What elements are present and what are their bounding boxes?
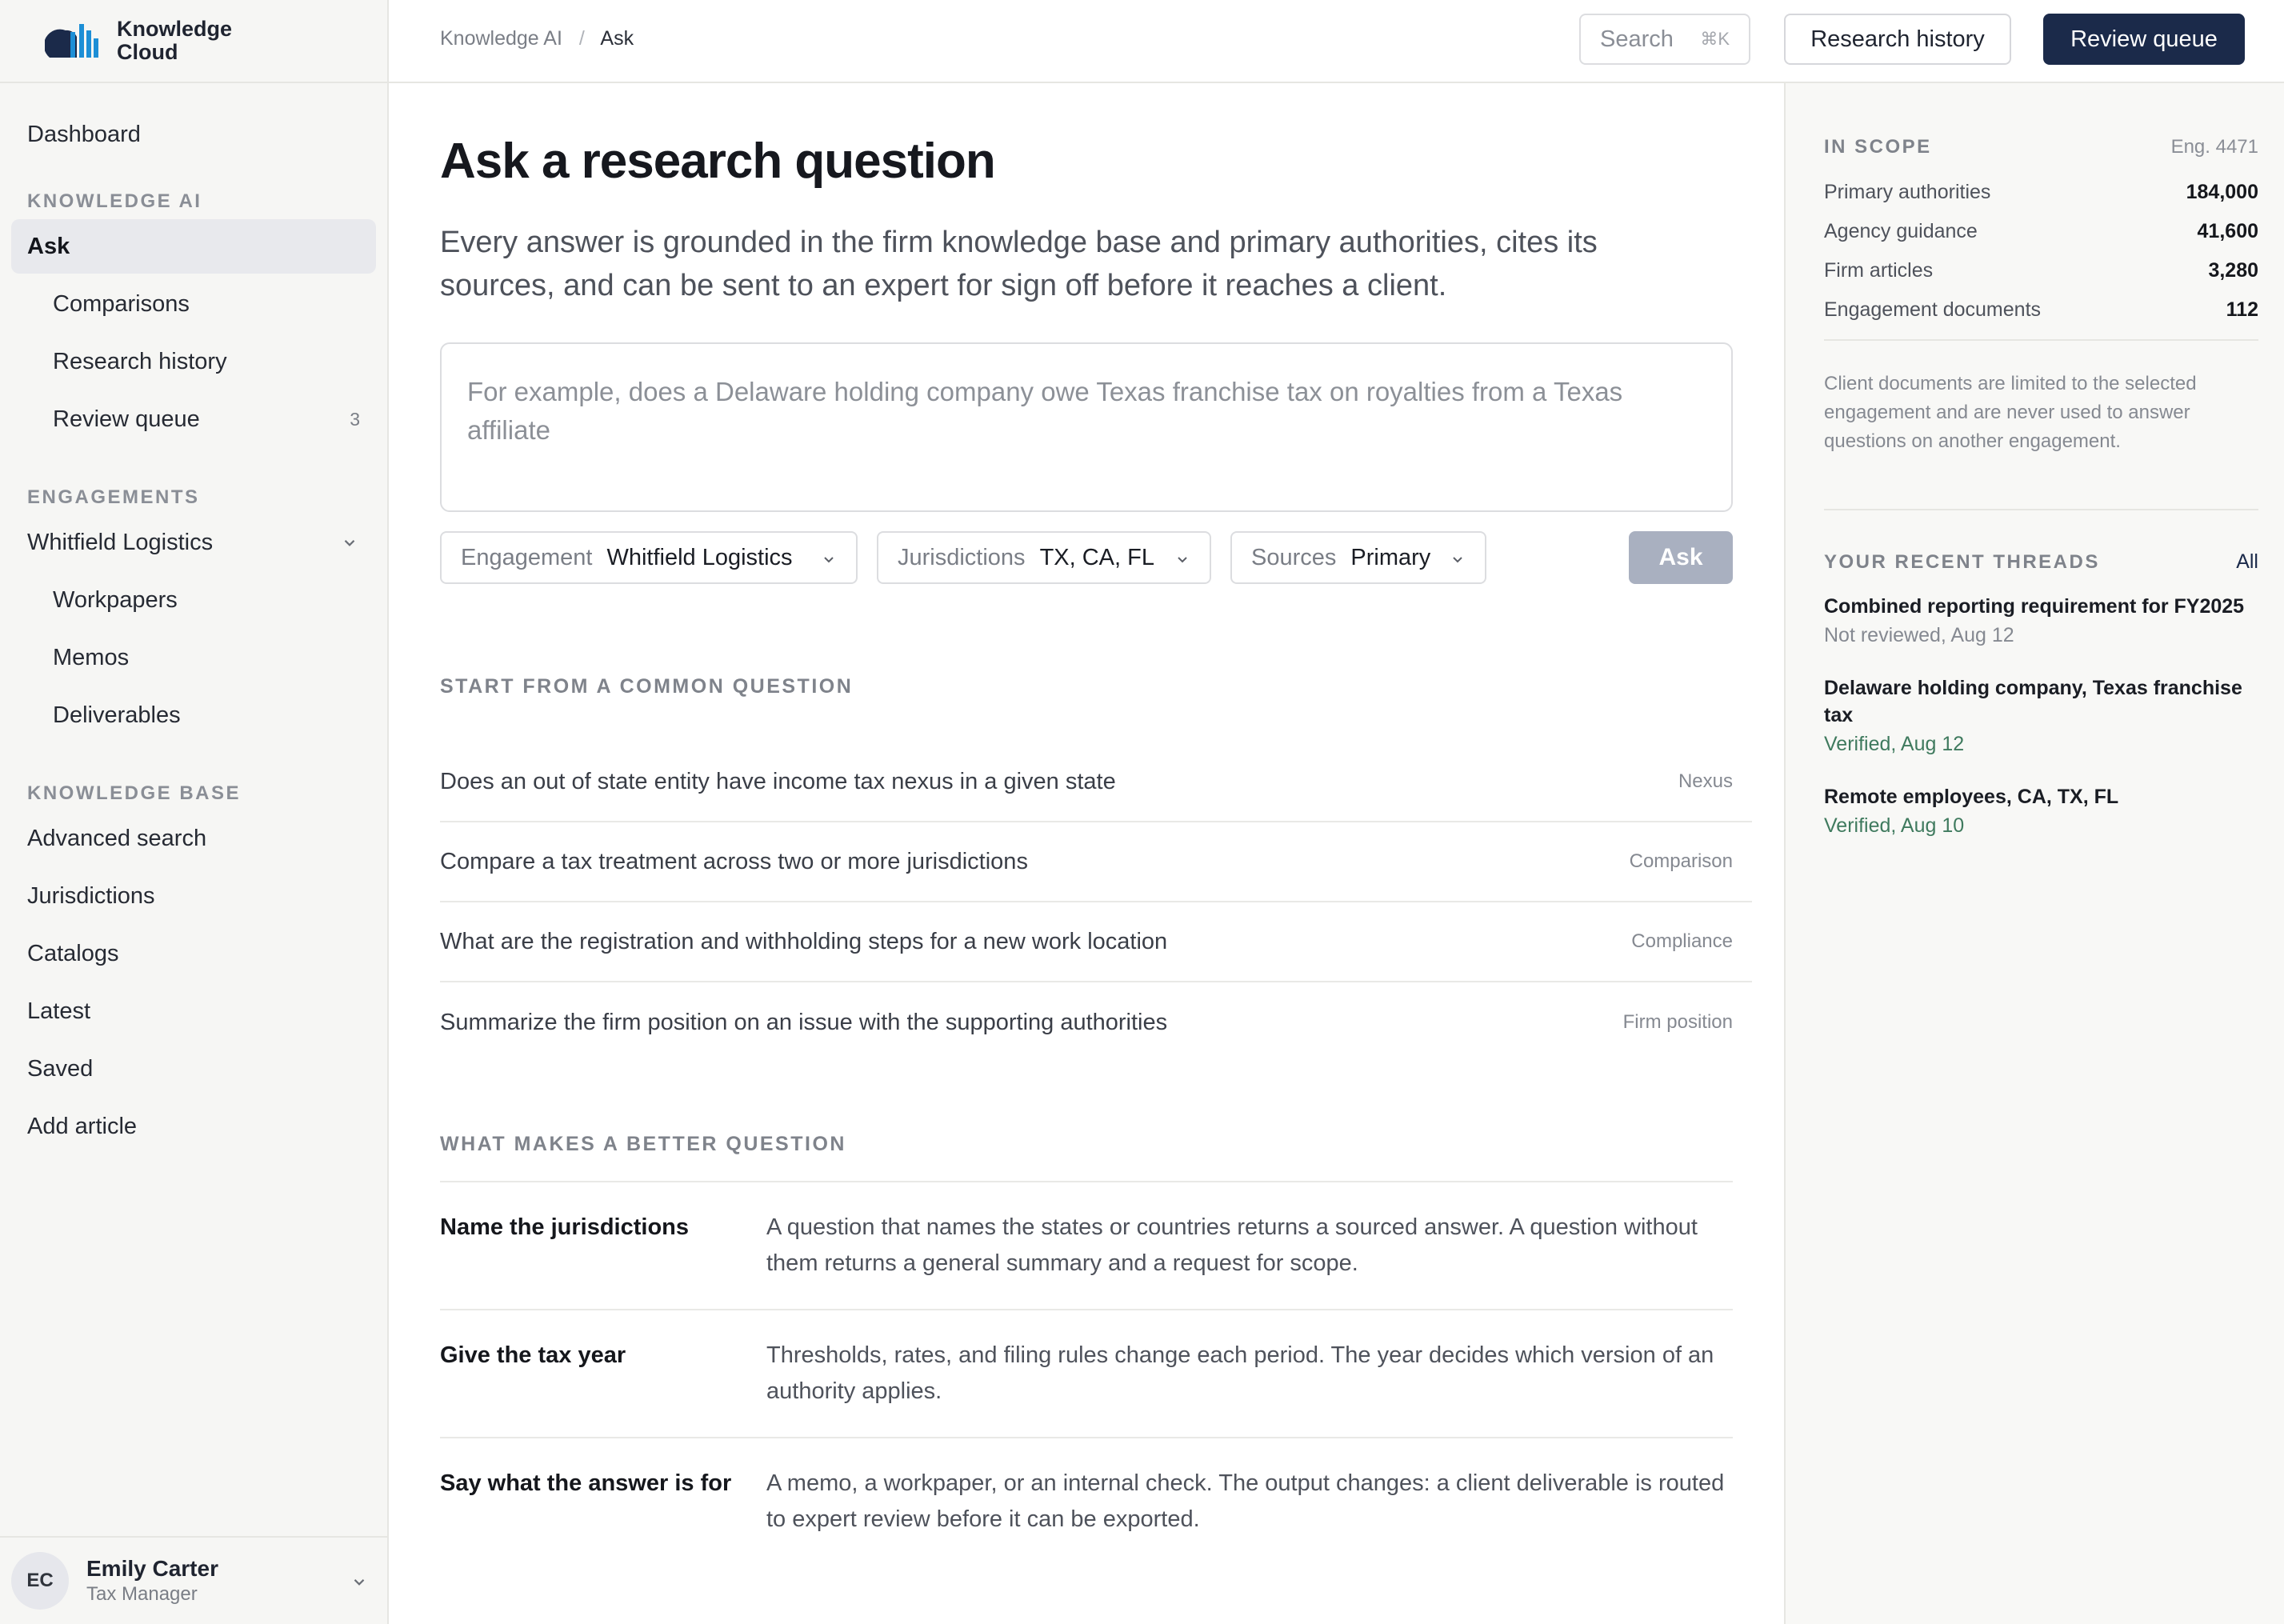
divider <box>1824 509 2258 510</box>
sidebar-item-workpapers[interactable] <box>11 573 376 627</box>
better-question-tips <box>440 1181 1733 1565</box>
sidebar-item-label: Catalogs <box>27 940 119 966</box>
sidebar-item-review-queue[interactable] <box>11 392 376 446</box>
section-engagements: ENGAGEMENTS <box>27 486 200 508</box>
divider <box>1824 339 2258 341</box>
search-placeholder: Search <box>1600 26 1674 52</box>
scope-key: Engagement documents <box>1824 298 2042 321</box>
sidebar-item-label: Research history <box>53 348 227 374</box>
tip-body: A question that names the states or countries returns a sourced answer. A question without them returns a general summary and a request for scope. <box>766 1214 1698 1276</box>
scope-row <box>1824 173 2258 212</box>
sidebar-item-deliverables[interactable] <box>11 688 376 742</box>
sidebar <box>0 0 389 1624</box>
threads-list <box>1824 593 2258 841</box>
filter-value: TX, CA, FL <box>1039 544 1154 570</box>
user-role: Tax Manager <box>86 1583 198 1605</box>
knowledge-cloud-logo-icon <box>45 19 106 62</box>
sidebar-item-dashboard[interactable] <box>11 107 376 162</box>
sidebar-nav <box>0 83 387 1154</box>
scope-key: Primary authorities <box>1824 181 1991 203</box>
sidebar-item-memos[interactable] <box>11 630 376 685</box>
tip-body: A memo, a workpaper, or an internal check. The output changes: a client deliverable is routed to expert review before it can be exported. <box>766 1470 1725 1532</box>
common-question-text: Compare a tax treatment across two or more jurisdictions <box>440 848 1028 874</box>
common-question-item[interactable] <box>440 822 1752 902</box>
common-question-text: What are the registration and withholding steps for a new work location <box>440 928 1168 954</box>
ask-button[interactable]: Ask <box>1629 531 1733 584</box>
avatar: EC <box>11 1552 69 1610</box>
chevron-down-icon <box>1450 551 1466 567</box>
review-queue-count: 3 <box>350 408 360 430</box>
sidebar-item-label: Ask <box>27 233 70 259</box>
threads-all-link[interactable]: All <box>2236 550 2258 573</box>
brand-name <box>117 18 232 64</box>
sidebar-item-comparisons[interactable] <box>11 277 376 331</box>
thread-status: Not reviewed, Aug 12 <box>1824 624 2014 646</box>
common-question-text: Does an out of state entity have income tax nexus in a given state <box>440 768 1116 794</box>
engagement-name: Whitfield Logistics <box>27 529 214 555</box>
sidebar-item-saved[interactable] <box>11 1042 376 1096</box>
common-question-item[interactable] <box>440 742 1752 822</box>
sidebar-item-catalogs[interactable] <box>11 926 376 981</box>
threads-title: YOUR RECENT THREADS <box>1824 550 2100 573</box>
common-question-item[interactable] <box>440 902 1752 982</box>
brand-name-line2: Cloud <box>117 40 178 64</box>
chevron-down-icon <box>1174 551 1190 567</box>
thread-item[interactable] <box>1824 783 2258 841</box>
thread-item[interactable] <box>1824 593 2258 650</box>
sidebar-item-label: Jurisdictions <box>27 882 155 909</box>
filter-label: Sources <box>1251 544 1337 570</box>
sidebar-item-label: Latest <box>27 998 90 1024</box>
user-info <box>86 1555 218 1606</box>
common-question-tag: Nexus <box>1678 770 1733 792</box>
thread-status: Verified, Aug 12 <box>1824 733 1965 755</box>
common-question-tag: Firm position <box>1622 1011 1733 1033</box>
sidebar-item-jurisdictions[interactable] <box>11 869 376 923</box>
sources-filter[interactable] <box>1230 531 1486 584</box>
breadcrumb-separator: / <box>578 27 585 50</box>
scope-row <box>1824 290 2258 330</box>
sidebar-item-label: Advanced search <box>27 825 207 851</box>
thread-title: Delaware holding company, Texas franchise tax <box>1824 677 2242 726</box>
research-history-button[interactable]: Research history <box>1784 14 2011 65</box>
question-filters <box>440 531 1733 584</box>
tip-row <box>440 1438 1733 1565</box>
filter-value: Whitfield Logistics <box>606 544 793 570</box>
question-placeholder: For example, does a Delaware holding company owe Texas franchise tax on royalties from a Texas affiliate <box>467 377 1623 445</box>
thread-title: Remote employees, CA, TX, FL <box>1824 786 2119 808</box>
thread-item[interactable] <box>1824 674 2258 759</box>
sidebar-item-ask[interactable] <box>11 219 376 274</box>
page-subtitle: Every answer is grounded in the firm knowledge base and primary authorities, cites its sources, and can be sent to an expert for sign off before it reaches a client. <box>440 226 1598 302</box>
scope-value: 112 <box>2226 298 2258 321</box>
scope-note: Client documents are limited to the selected engagement and are never used to answer questions on another engagement. <box>1824 373 2197 452</box>
search-input[interactable] <box>1579 14 1750 65</box>
section-knowledge-base: KNOWLEDGE BASE <box>27 782 242 804</box>
common-question-tag: Compliance <box>1631 930 1733 952</box>
sidebar-item-research-history[interactable] <box>11 334 376 389</box>
review-queue-button[interactable]: Review queue <box>2043 14 2245 65</box>
chevron-down-icon <box>350 1573 368 1590</box>
thread-title: Combined reporting requirement for FY2025 <box>1824 595 2245 618</box>
common-question-text: Summarize the firm position on an issue with the supporting authorities <box>440 1009 1168 1035</box>
scope-value: 3,280 <box>2208 259 2258 282</box>
scope-row <box>1824 212 2258 251</box>
scope-key: Agency guidance <box>1824 220 1978 242</box>
thread-status: Verified, Aug 10 <box>1824 814 1965 837</box>
top-header <box>389 0 2284 83</box>
scope-value: 184,000 <box>2186 181 2258 203</box>
page-title: Ask a research question <box>440 134 995 189</box>
recent-threads <box>1824 550 2258 865</box>
scope-row <box>1824 251 2258 290</box>
scope-key: Firm articles <box>1824 259 1934 282</box>
common-questions-list <box>440 742 1752 1062</box>
tip-row <box>440 1310 1733 1438</box>
sidebar-item-label: Saved <box>27 1055 94 1082</box>
breadcrumb-root[interactable]: Knowledge AI <box>440 27 562 50</box>
brand[interactable] <box>0 0 387 83</box>
better-question-label: WHAT MAKES A BETTER QUESTION <box>440 1133 846 1155</box>
sidebar-item-label: Add article <box>27 1113 138 1139</box>
sidebar-item-label: Deliverables <box>53 702 181 728</box>
engagement-selector[interactable] <box>11 515 376 570</box>
sidebar-item-label: Dashboard <box>27 121 141 147</box>
scope-header <box>1824 136 2258 158</box>
filter-label: Engagement <box>461 544 593 570</box>
sidebar-item-label: Comparisons <box>53 290 190 317</box>
scope-value: 41,600 <box>2197 220 2258 242</box>
sidebar-item-add-article[interactable] <box>11 1099 376 1154</box>
sidebar-item-latest[interactable] <box>11 984 376 1038</box>
brand-name-line1: Knowledge <box>117 17 233 41</box>
sidebar-item-label: Workpapers <box>53 586 178 613</box>
user-menu[interactable] <box>0 1536 387 1624</box>
sidebar-item-advanced-search[interactable] <box>11 811 376 866</box>
threads-header <box>1824 550 2258 574</box>
user-name: Emily Carter <box>86 1556 218 1581</box>
right-panel <box>1784 83 2284 1624</box>
tip-title: Name the jurisdictions <box>440 1214 690 1240</box>
scope-list <box>1824 173 2258 330</box>
sidebar-item-label: Memos <box>53 644 130 670</box>
common-questions-label: START FROM A COMMON QUESTION <box>440 675 854 698</box>
section-knowledge-ai: KNOWLEDGE AI <box>27 190 202 212</box>
search-shortcut: ⌘K <box>1700 29 1730 49</box>
engagement-filter[interactable] <box>440 531 858 584</box>
tip-body: Thresholds, rates, and filing rules change each period. The year decides which version of an authority applies. <box>766 1342 1714 1404</box>
question-input[interactable] <box>440 342 1733 512</box>
common-question-item[interactable] <box>440 982 1752 1062</box>
breadcrumb <box>440 27 634 50</box>
common-question-tag: Comparison <box>1629 850 1733 872</box>
scope-engagement-id: Eng. 4471 <box>2170 136 2258 158</box>
filter-value: Primary <box>1350 544 1431 570</box>
tip-title: Say what the answer is for <box>440 1470 732 1496</box>
chevron-down-icon <box>341 534 358 551</box>
filter-label: Jurisdictions <box>898 544 1026 570</box>
breadcrumb-current: Ask <box>600 27 634 50</box>
scope-panel <box>1824 136 2258 330</box>
tip-row <box>440 1182 1733 1310</box>
sidebar-item-label: Review queue <box>53 406 200 432</box>
jurisdictions-filter[interactable] <box>877 531 1211 584</box>
scope-title: IN SCOPE <box>1824 136 1932 158</box>
chevron-down-icon <box>821 551 837 567</box>
tip-title: Give the tax year <box>440 1342 626 1368</box>
